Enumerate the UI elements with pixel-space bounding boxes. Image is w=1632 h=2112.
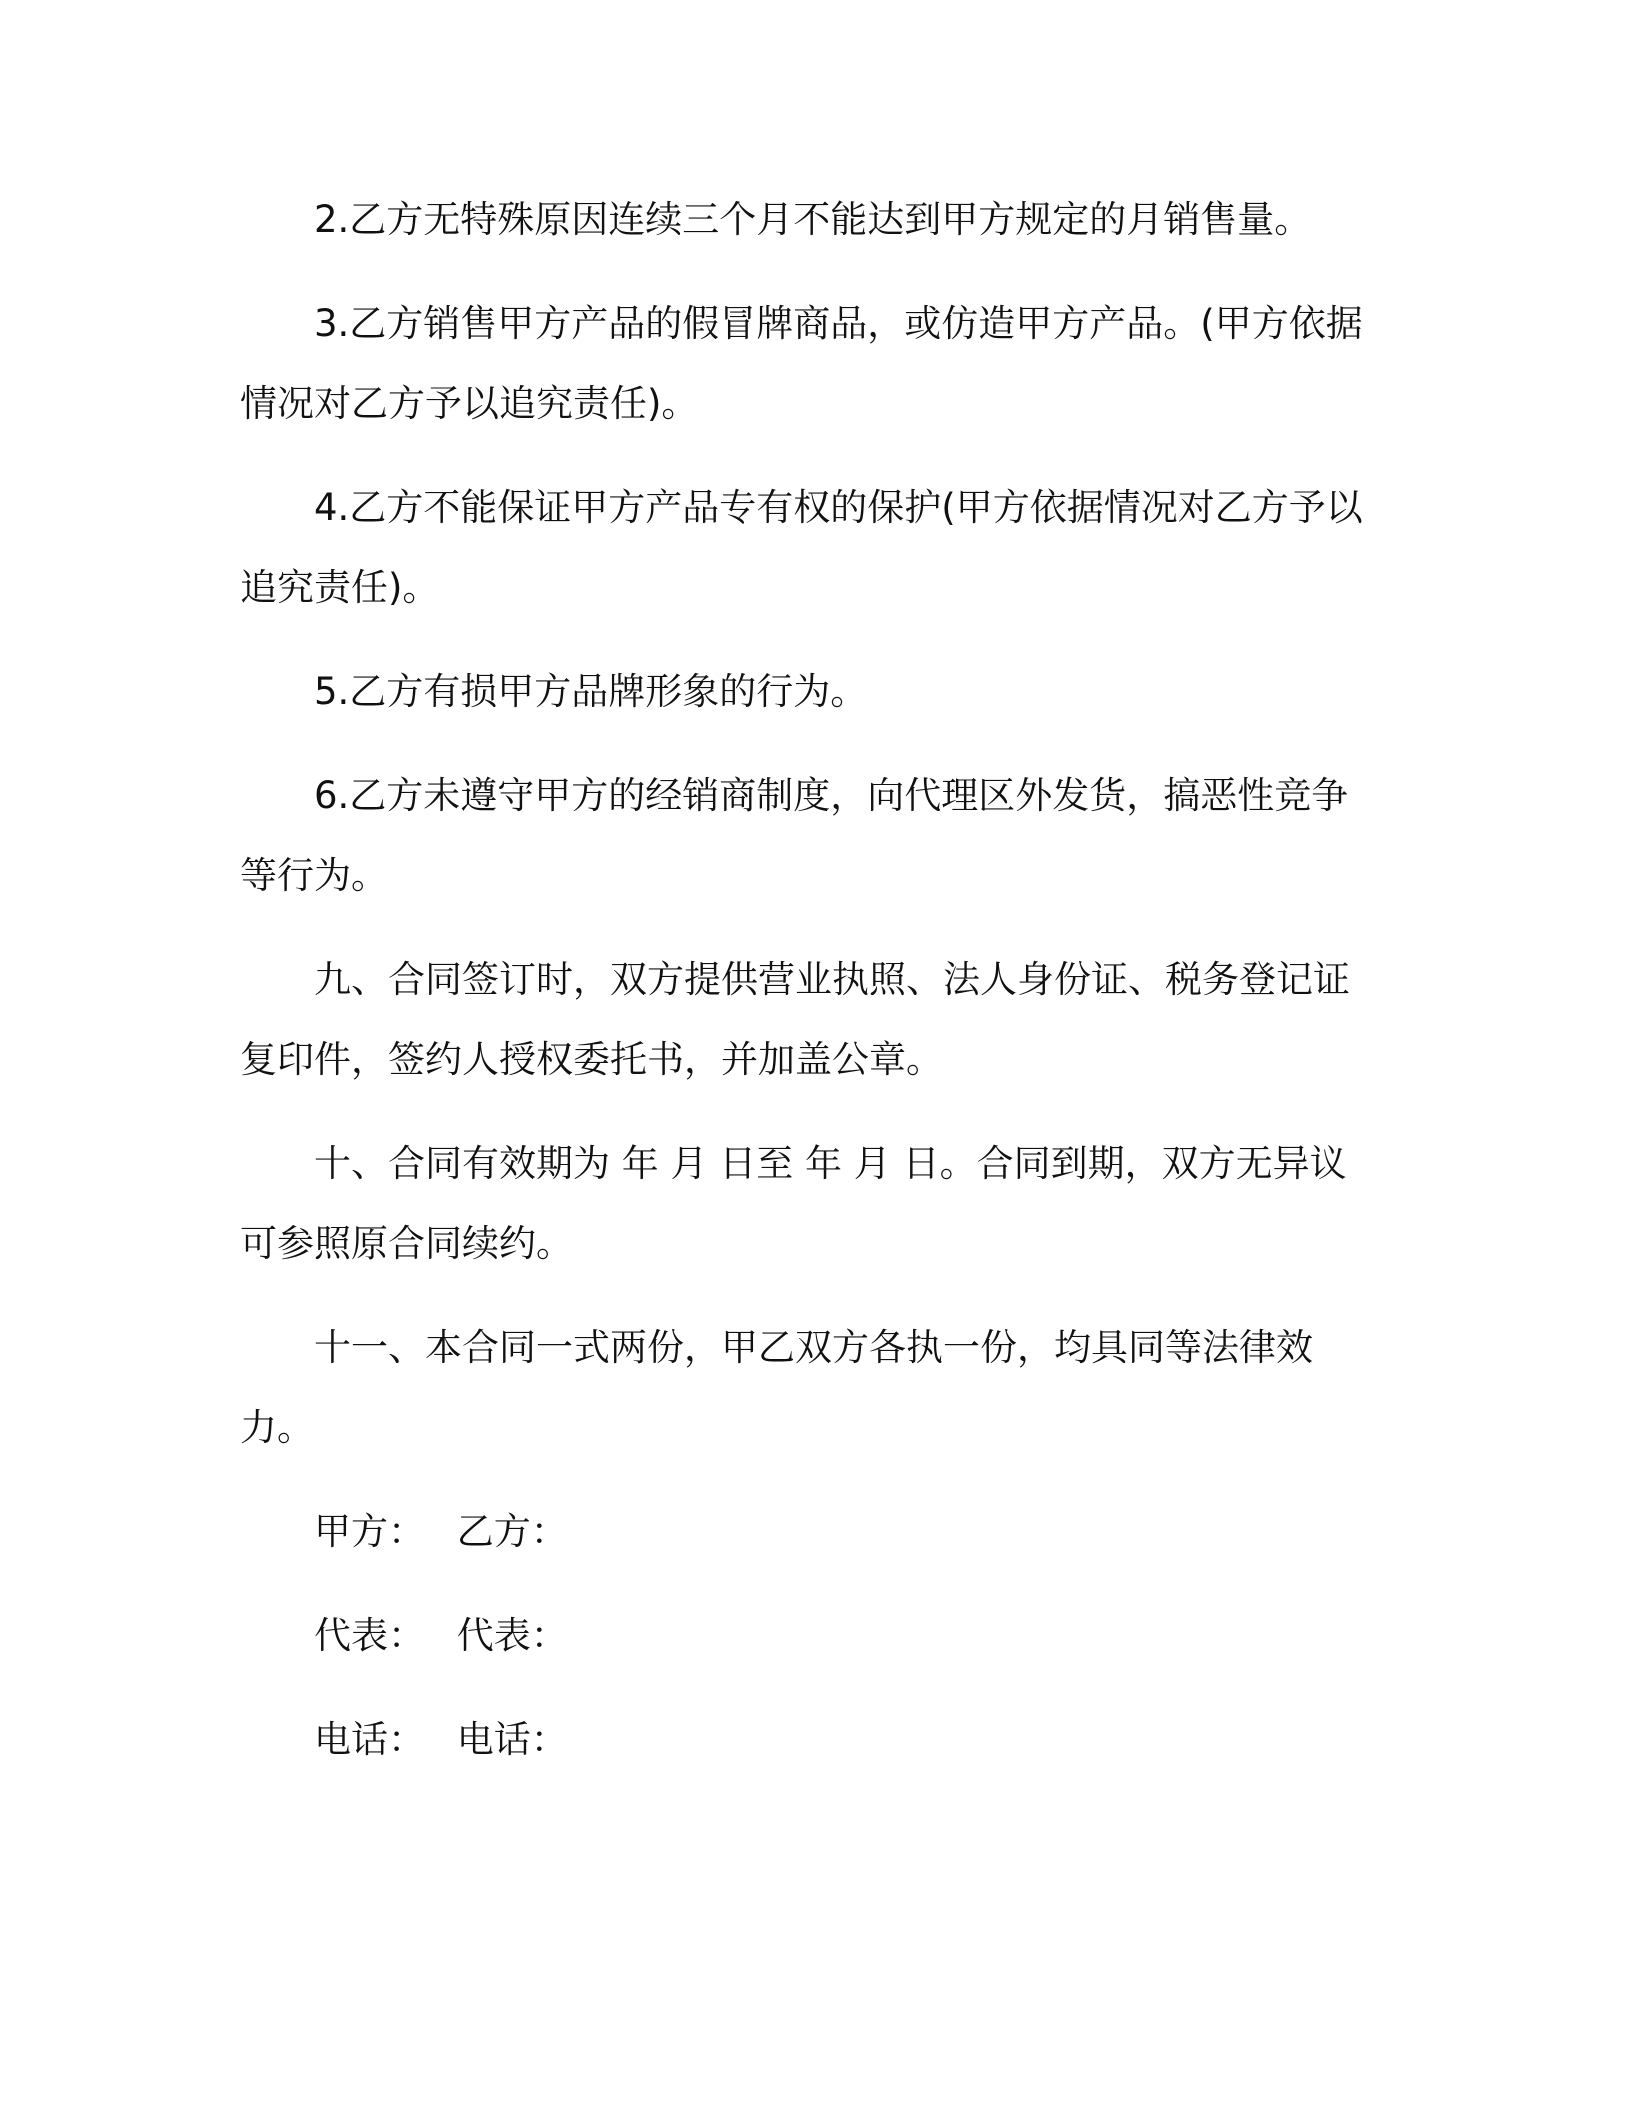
clause-4: 4.乙方不能保证甲方产品专有权的保护(甲方依据情况对乙方予以追究责任)。: [240, 486, 1363, 609]
representative-line: [240, 1596, 1380, 1676]
rep-b-label: 代表：: [456, 1614, 568, 1657]
phone-b-label: 电话：: [456, 1718, 568, 1761]
clause-9: 九、合同签订时，双方提供营业执照、法人身份证、税务登记证复印件，签约人授权委托书，并加盖公章。: [240, 958, 1350, 1081]
rep-a-label: 代表：: [314, 1614, 425, 1657]
phone-line: [240, 1700, 1380, 1780]
clause-10: 十、合同有效期为 年 月 日至 年 月 日。合同到期，双方无异议可参照原合同续约。: [240, 1142, 1347, 1265]
document-body: [240, 180, 1380, 1804]
clause-11: 十一、本合同一式两份，甲乙双方各执一份，均具同等法律效力。: [240, 1326, 1313, 1449]
clause-3: 3.乙方销售甲方产品的假冒牌商品，或仿造甲方产品。(甲方依据情况对乙方予以追究责任)。: [240, 302, 1363, 425]
party-line: [240, 1492, 1380, 1572]
phone-a-label: 电话：: [314, 1718, 425, 1761]
party-a-label: 甲方：: [314, 1510, 425, 1553]
clause-2: 2.乙方无特殊原因连续三个月不能达到甲方规定的月销售量。: [314, 198, 1312, 241]
clause-6: 6.乙方未遵守甲方的经销商制度，向代理区外发货，搞恶性竞争等行为。: [240, 774, 1349, 897]
clause-5: 5.乙方有损甲方品牌形象的行为。: [314, 670, 868, 713]
party-b-label: 乙方：: [456, 1510, 568, 1553]
